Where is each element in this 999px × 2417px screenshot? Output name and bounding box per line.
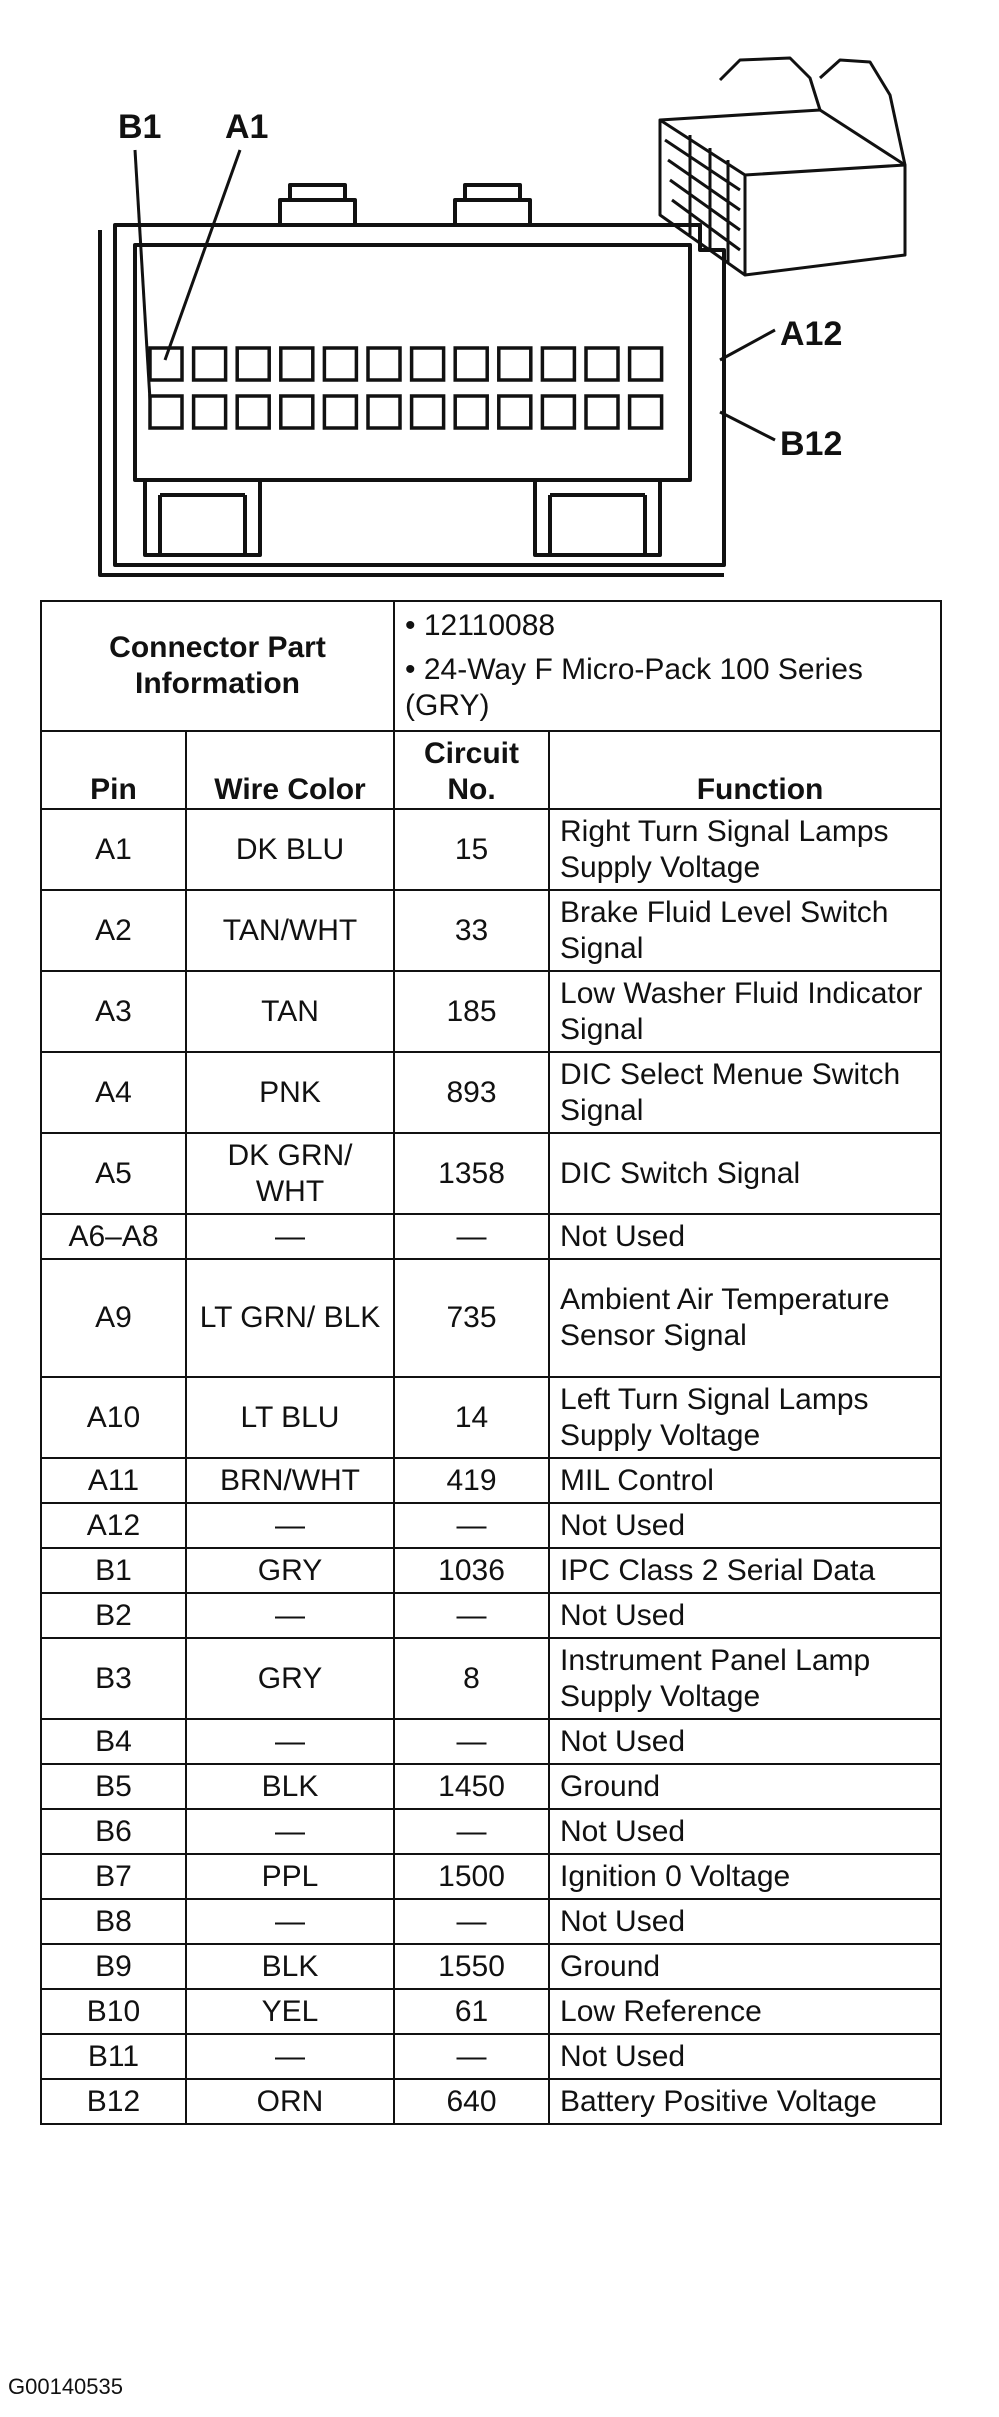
pin-cavity <box>150 396 182 428</box>
wire-color-cell: DK GRN/ WHT <box>186 1133 394 1214</box>
col-header-pin: Pin <box>41 731 186 809</box>
circuit-cell: 1550 <box>394 1944 549 1989</box>
pin-cavity <box>455 348 487 380</box>
table-row <box>41 1593 941 1638</box>
circuit-cell: — <box>394 1809 549 1854</box>
pin-cell: B7 <box>41 1854 186 1899</box>
a1-label: A1 <box>225 108 269 146</box>
pin-cell: B3 <box>41 1638 186 1719</box>
function-cell: Left Turn Signal Lamps Supply Voltage <box>549 1377 941 1458</box>
b1-label: B1 <box>118 108 162 146</box>
function-cell: Not Used <box>549 1899 941 1944</box>
table-row <box>41 1854 941 1899</box>
pin-cavity <box>499 348 531 380</box>
function-cell: Not Used <box>549 2034 941 2079</box>
col-header-circuit: Circuit No. <box>394 731 549 809</box>
wire-color-cell: — <box>186 2034 394 2079</box>
table-row <box>41 1377 941 1458</box>
circuit-cell: 640 <box>394 2079 549 2124</box>
circuit-cell: 1450 <box>394 1764 549 1809</box>
wire-color-cell: GRY <box>186 1548 394 1593</box>
function-cell: Right Turn Signal Lamps Supply Voltage <box>549 809 941 890</box>
table-row <box>41 1719 941 1764</box>
pin-cavity <box>281 348 313 380</box>
wire-color-cell: — <box>186 1503 394 1548</box>
pin-cell: A6–A8 <box>41 1214 186 1259</box>
wire-color-cell: — <box>186 1214 394 1259</box>
pin-cell: B9 <box>41 1944 186 1989</box>
function-cell: Not Used <box>549 1214 941 1259</box>
wire-color-cell: — <box>186 1809 394 1854</box>
table-row <box>41 971 941 1052</box>
function-cell: Not Used <box>549 1593 941 1638</box>
wire-color-cell: — <box>186 1899 394 1944</box>
table-row <box>41 1052 941 1133</box>
pin-cell: A4 <box>41 1052 186 1133</box>
wire-color-cell: TAN <box>186 971 394 1052</box>
figure-id: G00140535 <box>8 2374 123 2399</box>
b12-leader <box>720 412 775 440</box>
pin-cell: A1 <box>41 809 186 890</box>
function-cell: Ground <box>549 1764 941 1809</box>
table-row <box>41 1989 941 2034</box>
pin-cavity <box>542 348 574 380</box>
pin-cavity <box>542 396 574 428</box>
table-row <box>41 2034 941 2079</box>
function-cell: Ground <box>549 1944 941 1989</box>
table-row <box>41 2079 941 2124</box>
pin-cavity <box>194 348 226 380</box>
pin-cavities <box>150 348 662 428</box>
function-cell: Instrument Panel Lamp Supply Voltage <box>549 1638 941 1719</box>
wire-color-cell: DK BLU <box>186 809 394 890</box>
b12-label: B12 <box>780 425 843 463</box>
circuit-cell: 1500 <box>394 1854 549 1899</box>
circuit-cell: 185 <box>394 971 549 1052</box>
pin-cell: B10 <box>41 1989 186 2034</box>
connector-diagram <box>0 0 999 590</box>
pin-cell: B8 <box>41 1899 186 1944</box>
table-row <box>41 1214 941 1259</box>
pin-cavity <box>281 396 313 428</box>
pin-cavity <box>412 396 444 428</box>
wire-color-cell: TAN/WHT <box>186 890 394 971</box>
right-latch <box>455 200 530 225</box>
pin-cavity <box>630 396 662 428</box>
circuit-cell: 1358 <box>394 1133 549 1214</box>
function-cell: DIC Switch Signal <box>549 1133 941 1214</box>
wire-color-cell: ORN <box>186 2079 394 2124</box>
connector-isometric <box>660 58 905 275</box>
pin-cell: B2 <box>41 1593 186 1638</box>
pin-cell: A3 <box>41 971 186 1052</box>
circuit-cell: — <box>394 1899 549 1944</box>
pin-cell: A5 <box>41 1133 186 1214</box>
pin-cell: B11 <box>41 2034 186 2079</box>
pin-cavity <box>368 396 400 428</box>
table-row <box>41 1944 941 1989</box>
pin-cell: A10 <box>41 1377 186 1458</box>
pin-cell: B12 <box>41 2079 186 2124</box>
pinout-table <box>40 600 942 2125</box>
function-cell: Not Used <box>549 1719 941 1764</box>
function-cell: Ambient Air Temperature Sensor Signal <box>549 1259 941 1377</box>
wire-color-cell: GRY <box>186 1638 394 1719</box>
table-row <box>41 1638 941 1719</box>
connector-description: • 24-Way F Micro-Pack 100 Series (GRY) <box>405 653 863 722</box>
function-cell: Brake Fluid Level Switch Signal <box>549 890 941 971</box>
pin-cell: A2 <box>41 890 186 971</box>
table-row <box>41 1503 941 1548</box>
pin-cavity <box>455 396 487 428</box>
circuit-cell: 61 <box>394 1989 549 2034</box>
a1-leader <box>165 150 240 360</box>
function-cell: DIC Select Menue Switch Signal <box>549 1052 941 1133</box>
table-row <box>41 1899 941 1944</box>
col-header-function: Function <box>549 731 941 809</box>
circuit-cell: 8 <box>394 1638 549 1719</box>
a12-leader <box>720 330 775 360</box>
function-cell: Low Reference <box>549 1989 941 2034</box>
wire-color-cell: — <box>186 1719 394 1764</box>
wire-color-cell: YEL <box>186 1989 394 2034</box>
pin-cavity <box>586 396 618 428</box>
table-row <box>41 1133 941 1214</box>
function-cell: MIL Control <box>549 1458 941 1503</box>
function-cell: Not Used <box>549 1809 941 1854</box>
wire-color-cell: BLK <box>186 1944 394 1989</box>
pin-cavity <box>324 396 356 428</box>
pin-cavity <box>324 348 356 380</box>
circuit-cell: 735 <box>394 1259 549 1377</box>
connector-info-details <box>394 601 941 731</box>
circuit-cell: — <box>394 1719 549 1764</box>
function-cell: Battery Positive Voltage <box>549 2079 941 2124</box>
pin-cavity <box>412 348 444 380</box>
right-foot <box>535 480 660 555</box>
pin-cavity <box>630 348 662 380</box>
circuit-cell: 893 <box>394 1052 549 1133</box>
pin-cavity <box>368 348 400 380</box>
pin-cavity <box>237 396 269 428</box>
function-cell: Not Used <box>549 1503 941 1548</box>
function-cell: Ignition 0 Voltage <box>549 1854 941 1899</box>
left-foot <box>145 480 260 555</box>
pin-cell: A12 <box>41 1503 186 1548</box>
circuit-cell: 33 <box>394 890 549 971</box>
part-number: • 12110088 <box>405 609 556 642</box>
table-row <box>41 809 941 890</box>
table-row <box>41 1548 941 1593</box>
pin-cell: A9 <box>41 1259 186 1377</box>
table-row <box>41 1764 941 1809</box>
a12-label: A12 <box>780 315 843 353</box>
function-cell: IPC Class 2 Serial Data <box>549 1548 941 1593</box>
wire-color-cell: — <box>186 1593 394 1638</box>
circuit-cell: — <box>394 2034 549 2079</box>
table-row <box>41 1458 941 1503</box>
pin-cell: B5 <box>41 1764 186 1809</box>
pin-cell: B1 <box>41 1548 186 1593</box>
wire-color-cell: LT BLU <box>186 1377 394 1458</box>
circuit-cell: — <box>394 1214 549 1259</box>
wire-color-cell: LT GRN/ BLK <box>186 1259 394 1377</box>
pin-cavity <box>586 348 618 380</box>
left-latch <box>280 200 355 225</box>
pin-cavity <box>194 396 226 428</box>
pin-cell: A11 <box>41 1458 186 1503</box>
function-cell: Low Washer Fluid Indicator Signal <box>549 971 941 1052</box>
circuit-cell: — <box>394 1593 549 1638</box>
circuit-cell: 15 <box>394 809 549 890</box>
wire-color-cell: BRN/WHT <box>186 1458 394 1503</box>
wire-color-cell: PPL <box>186 1854 394 1899</box>
circuit-cell: 14 <box>394 1377 549 1458</box>
connector-info-heading: Connector Part Information <box>41 601 394 731</box>
pin-cell: B4 <box>41 1719 186 1764</box>
pin-cavity <box>499 396 531 428</box>
circuit-cell: — <box>394 1503 549 1548</box>
pin-cavity <box>237 348 269 380</box>
wire-color-cell: PNK <box>186 1052 394 1133</box>
col-header-wire-color: Wire Color <box>186 731 394 809</box>
table-row <box>41 1259 941 1377</box>
pin-cell: B6 <box>41 1809 186 1854</box>
table-row <box>41 1809 941 1854</box>
table-row <box>41 890 941 971</box>
b1-leader <box>135 150 150 400</box>
wire-color-cell: BLK <box>186 1764 394 1809</box>
circuit-cell: 419 <box>394 1458 549 1503</box>
circuit-cell: 1036 <box>394 1548 549 1593</box>
